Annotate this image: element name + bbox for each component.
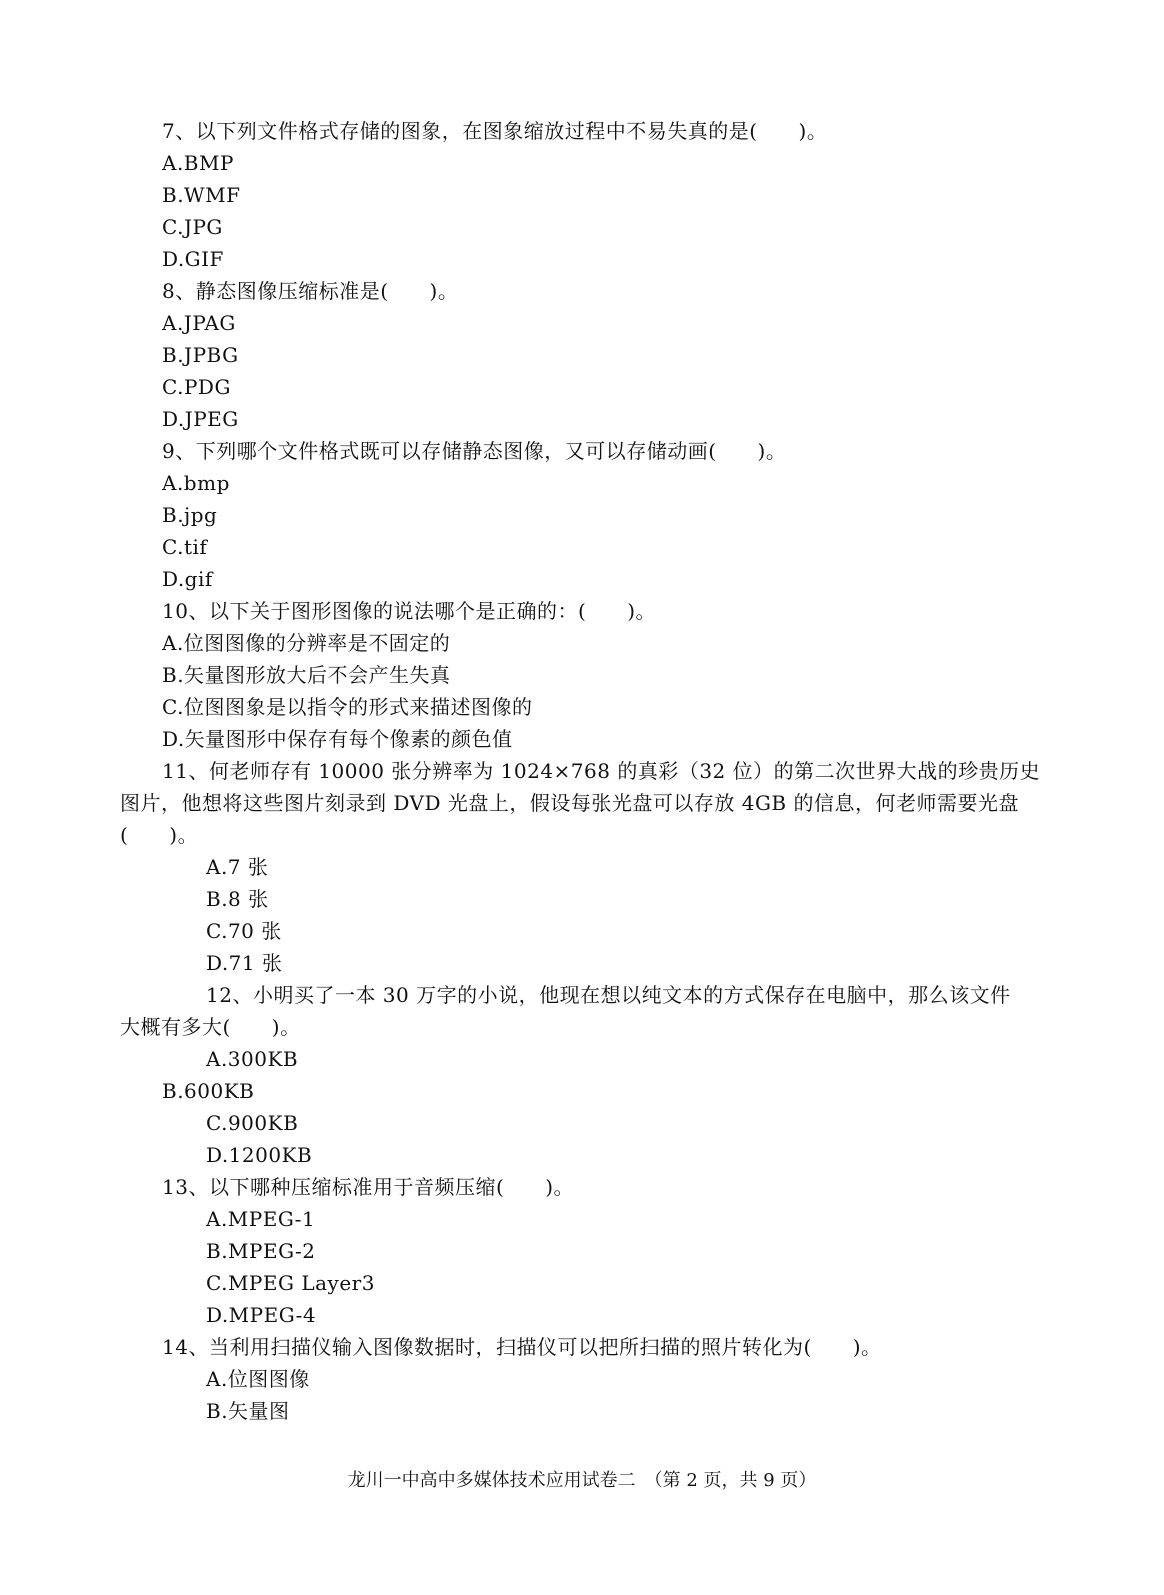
question-10-stem: 10、以下关于图形图像的说法哪个是正确的：( )。 (162, 599, 657, 623)
question-9-option-b: B.jpg (162, 503, 218, 527)
question-10-option-c: C.位图图象是以指令的形式来描述图像的 (162, 695, 533, 719)
question-11-option-c: C.70 张 (206, 919, 282, 943)
question-13-stem: 13、以下哪种压缩标准用于音频压缩( )。 (162, 1175, 575, 1199)
question-7-stem: 7、以下列文件格式存储的图象，在图象缩放过程中不易失真的是( )。 (162, 119, 828, 143)
question-11-stem-line-3: ( )。 (120, 823, 199, 847)
question-12-option-b: B.600KB (162, 1079, 255, 1103)
question-12-stem-line-2: 大概有多大( )。 (120, 1015, 301, 1039)
question-12-stem-line-1: 12、小明买了一本 30 万字的小说，他现在想以纯文本的方式保存在电脑中，那么该文件 (206, 983, 1011, 1007)
question-7-option-c: C.JPG (162, 215, 223, 239)
question-13-option-a: A.MPEG-1 (206, 1207, 316, 1231)
question-9-option-a: A.bmp (162, 471, 230, 495)
question-10-option-d: D.矢量图形中保存有每个像素的颜色值 (162, 727, 513, 751)
question-11-stem-line-1: 11、何老师存有 10000 张分辨率为 1024×768 的真彩（32 位）的第二次世界大战的珍贵历史 (162, 759, 1041, 783)
question-9-option-c: C.tif (162, 535, 208, 559)
question-8-option-b: B.JPBG (162, 343, 239, 367)
question-14-stem: 14、当利用扫描仪输入图像数据时，扫描仪可以把所扫描的照片转化为( )。 (162, 1335, 882, 1359)
question-11-option-d: D.71 张 (206, 951, 283, 975)
question-11-option-a: A.7 张 (206, 855, 269, 879)
question-9-stem: 9、下列哪个文件格式既可以存储静态图像，又可以存储动画( )。 (162, 439, 787, 463)
question-12-option-d: D.1200KB (206, 1143, 313, 1167)
question-8-option-c: C.PDG (162, 375, 231, 399)
question-13-option-d: D.MPEG-4 (206, 1303, 317, 1327)
question-7-option-d: D.GIF (162, 247, 224, 271)
question-8-stem: 8、静态图像压缩标准是( )。 (162, 279, 459, 303)
question-13-option-c: C.MPEG Layer3 (206, 1271, 375, 1295)
question-14-option-a: A.位图图像 (206, 1367, 310, 1391)
question-7-option-b: B.WMF (162, 183, 241, 207)
question-11-stem-line-2: 图片，他想将这些图片刻录到 DVD 光盘上，假设每张光盘可以存放 4GB 的信息，何老师需要光盘 (120, 791, 1019, 815)
question-8-option-d: D.JPEG (162, 407, 239, 431)
question-9-option-d: D.gif (162, 567, 213, 591)
question-12-option-c: C.900KB (206, 1111, 299, 1135)
question-8-option-a: A.JPAG (162, 311, 236, 335)
question-13-option-b: B.MPEG-2 (206, 1239, 316, 1263)
question-10-option-a: A.位图图像的分辨率是不固定的 (162, 631, 451, 655)
question-11-option-b: B.8 张 (206, 887, 269, 911)
question-12-option-a: A.300KB (206, 1047, 299, 1071)
question-7-option-a: A.BMP (162, 151, 234, 175)
page-footer: 龙川一中高中多媒体技术应用试卷二 （第 2 页，共 9 页） (347, 1470, 817, 1491)
question-14-option-b: B.矢量图 (206, 1399, 290, 1423)
question-10-option-b: B.矢量图形放大后不会产生失真 (162, 663, 451, 687)
